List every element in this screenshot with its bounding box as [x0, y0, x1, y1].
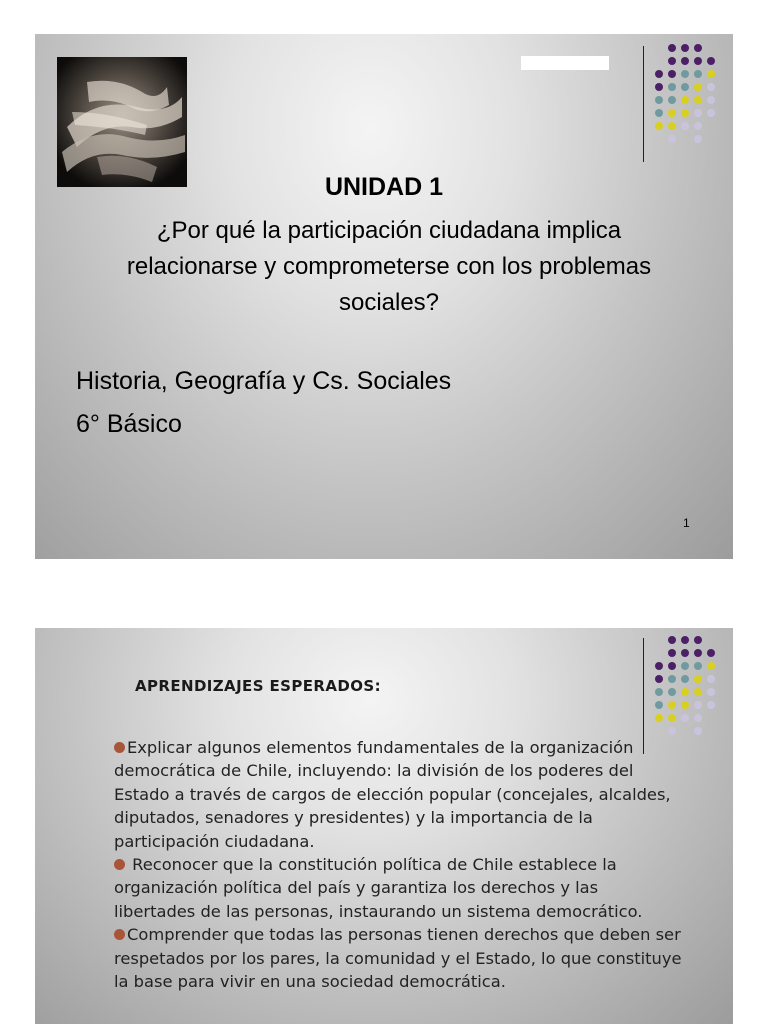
decor-dot	[694, 57, 702, 65]
decor-dot	[694, 109, 702, 117]
decor-dot	[681, 109, 689, 117]
decor-dot	[668, 701, 676, 709]
decor-dot	[694, 662, 702, 670]
decor-dot	[681, 70, 689, 78]
slide-number: 1	[683, 516, 690, 530]
decor-dot	[694, 714, 702, 722]
decor-dot	[707, 675, 715, 683]
round-bullet-icon	[114, 929, 125, 940]
slide-1	[35, 34, 733, 559]
decor-dot	[668, 44, 676, 52]
decor-dot	[655, 675, 663, 683]
decor-dot	[655, 122, 663, 130]
round-bullet-icon	[114, 742, 125, 753]
round-bullet-icon	[114, 859, 125, 870]
decor-dot	[655, 70, 663, 78]
decor-dot	[694, 96, 702, 104]
decor-dot	[707, 70, 715, 78]
decor-dot	[707, 96, 715, 104]
decor-dot	[707, 688, 715, 696]
decor-dot	[655, 96, 663, 104]
decor-dot	[668, 636, 676, 644]
slide-question: ¿Por qué la participación ciudadana implica relacionarse y comprometerse con los problemas sociales?	[126, 217, 652, 316]
decor-dot	[668, 83, 676, 91]
objective-text: Reconocer que la constitución política de Chile establece la organización política del país y garantiza los derechos y las libertades de las personas, instaurando un sistema democrático.	[114, 855, 643, 921]
objective-text: Comprender que todas las personas tienen derechos que deben ser respetados por los pares, la comunidad y el Estado, lo que constituye la base para vivir en una sociedad democrática.	[114, 925, 682, 992]
decor-dot	[707, 701, 715, 709]
objectives-heading: APRENDIZAJES ESPERADOS:	[135, 677, 381, 695]
decor-dot	[668, 727, 676, 735]
decor-dot	[681, 662, 689, 670]
objective-item	[114, 853, 684, 923]
slide-2	[35, 628, 733, 1024]
objective-text: Explicar algunos elementos fundamentales de la organización democrática de Chile, incluyendo: la división de los poderes del Estado a través de cargos de elección popular (concejales, alcaldes, diputados, senadores y presidentes) y la importancia de la participación ciudadana.	[114, 738, 671, 851]
decor-dot	[694, 135, 702, 143]
decor-dot	[668, 714, 676, 722]
decor-dot	[694, 122, 702, 130]
decor-dot	[694, 44, 702, 52]
decor-dot	[668, 122, 676, 130]
decor-dot	[668, 675, 676, 683]
decor-dot	[681, 96, 689, 104]
decor-dot	[668, 135, 676, 143]
decor-dot	[694, 688, 702, 696]
decor-dot	[668, 662, 676, 670]
decor-dot	[694, 675, 702, 683]
decor-dot	[655, 83, 663, 91]
subject-label: Historia, Geografía y Cs. Sociales	[76, 367, 452, 395]
decor-dot	[655, 109, 663, 117]
decor-dot	[681, 57, 689, 65]
decor-dot	[655, 688, 663, 696]
objective-item	[114, 923, 684, 993]
decor-dot	[694, 83, 702, 91]
decor-dot	[668, 109, 676, 117]
vertical-rule	[643, 46, 644, 162]
decor-dot	[681, 83, 689, 91]
decor-dot	[668, 57, 676, 65]
decor-dot	[681, 122, 689, 130]
objective-item	[114, 736, 684, 853]
dot-grid-decoration	[655, 636, 733, 746]
objectives-list	[114, 736, 684, 993]
decor-dot	[681, 688, 689, 696]
decor-dot	[681, 701, 689, 709]
hands-photo	[57, 57, 187, 187]
grade-label: 6° Básico	[76, 410, 182, 438]
decor-dot	[681, 714, 689, 722]
decor-dot	[694, 727, 702, 735]
decor-dot	[655, 714, 663, 722]
dot-grid-decoration	[655, 44, 733, 154]
decor-dot	[707, 109, 715, 117]
decor-dot	[694, 701, 702, 709]
decor-dot	[707, 662, 715, 670]
decor-dot	[668, 70, 676, 78]
decor-dot	[694, 649, 702, 657]
decor-dot	[707, 649, 715, 657]
decor-dot	[707, 83, 715, 91]
decor-dot	[681, 649, 689, 657]
decor-dot	[668, 688, 676, 696]
decor-dot	[655, 701, 663, 709]
unit-title: UNIDAD 1	[324, 173, 444, 201]
decor-dot	[681, 44, 689, 52]
decor-dot	[681, 636, 689, 644]
decor-dot	[694, 70, 702, 78]
decor-dot	[707, 57, 715, 65]
white-box	[521, 56, 609, 70]
decor-dot	[668, 649, 676, 657]
decor-dot	[668, 96, 676, 104]
decor-dot	[681, 675, 689, 683]
decor-dot	[655, 662, 663, 670]
decor-dot	[694, 636, 702, 644]
